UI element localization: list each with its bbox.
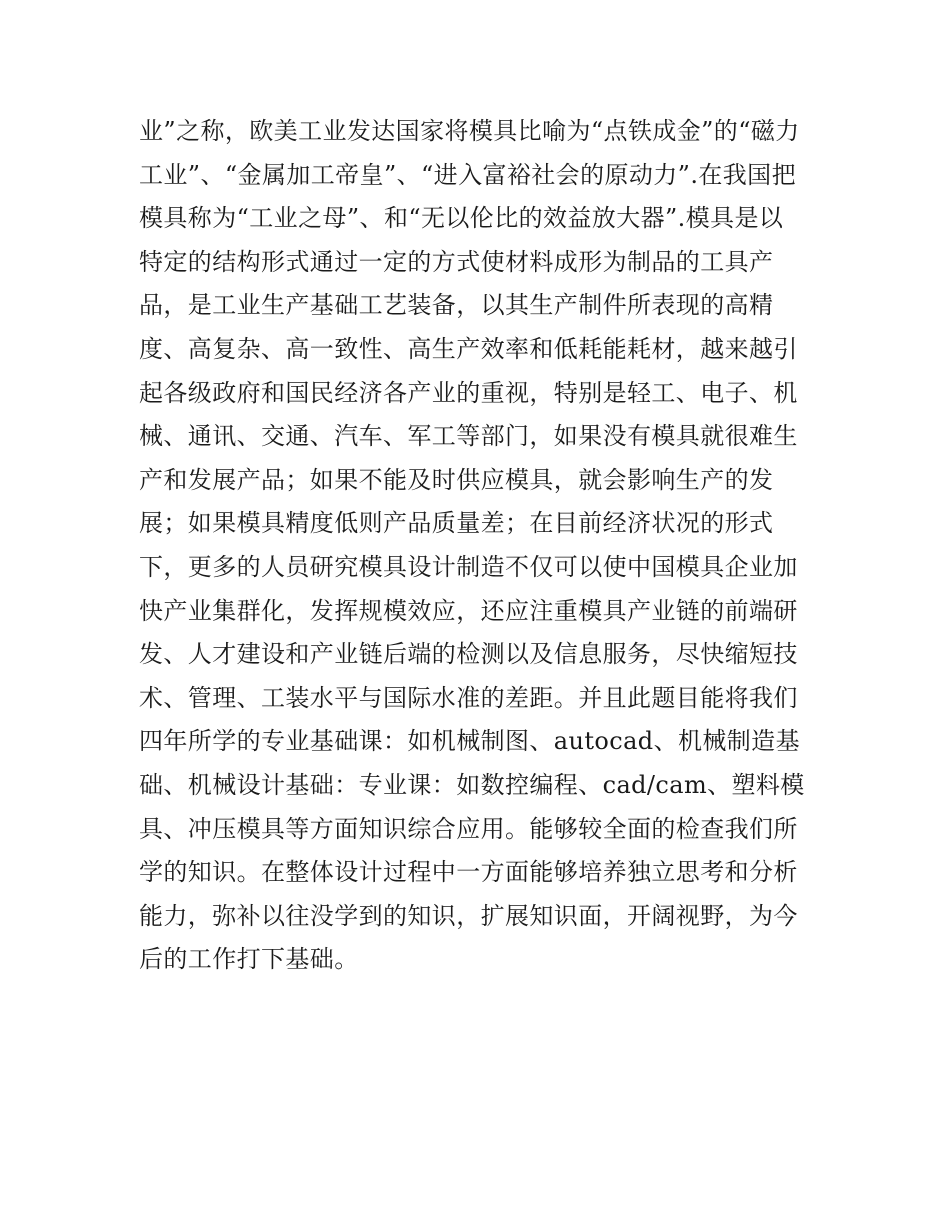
text-line: 快产业集群化，发挥规模效应，还应注重模具产业链的前端研 xyxy=(139,596,798,625)
text-line: 特定的结构形式通过一定的方式使材料成形为制品的工具产 xyxy=(139,247,774,276)
text-line: 业”之称，欧美工业发达国家将模具比喻为“点铁成金”的“磁力 xyxy=(139,117,800,145)
text-line: 度、高复杂、高一致性、高生产效率和低耗能耗材，越来越引 xyxy=(139,334,798,363)
text-line: 模具称为“工业之母”、和“无以伦比的效益放大器”.模具是以 xyxy=(139,204,784,233)
text-line: 础、机械设计基础：专业课：如数控编程、cad/cam、塑料模 xyxy=(139,770,805,799)
text-line: 展；如果模具精度低则产品质量差；在目前经济状况的形式 xyxy=(139,509,774,538)
text-line: 发、人才建设和产业链后端的检测以及信息服务，尽快缩短技 xyxy=(139,640,798,669)
text-line: 学的知识。在整体设计过程中一方面能够培养独立思考和分析 xyxy=(139,858,798,887)
text-line: 具、冲压模具等方面知识综合应用。能够较全面的检查我们所 xyxy=(139,814,798,843)
text-line: 后的工作打下基础。 xyxy=(139,945,359,974)
text-line: 术、管理、工装水平与国际水准的差距。并且此题目能将我们 xyxy=(139,683,798,712)
text-line: 起各级政府和国民经济各产业的重视，特别是轻工、电子、机 xyxy=(139,378,798,407)
text-line: 下，更多的人员研究模具设计制造不仅可以使中国模具企业加 xyxy=(139,552,798,581)
text-line: 产和发展产品；如果不能及时供应模具，就会影响生产的发 xyxy=(139,465,774,494)
text-line: 工业”、“金属加工帝皇”、“进入富裕社会的原动力”.在我国把 xyxy=(139,160,796,189)
text-line: 能力，弥补以往没学到的知识，扩展知识面，开阔视野，为今 xyxy=(139,901,798,930)
text-line: 械、通讯、交通、汽车、军工等部门，如果没有模具就很难生 xyxy=(139,422,798,451)
body-paragraph xyxy=(139,110,829,982)
text-line: 四年所学的专业基础课：如机械制图、autocad、机械制造基 xyxy=(139,727,800,756)
text-line: 品，是工业生产基础工艺装备，以其生产制件所表现的高精 xyxy=(139,291,774,320)
